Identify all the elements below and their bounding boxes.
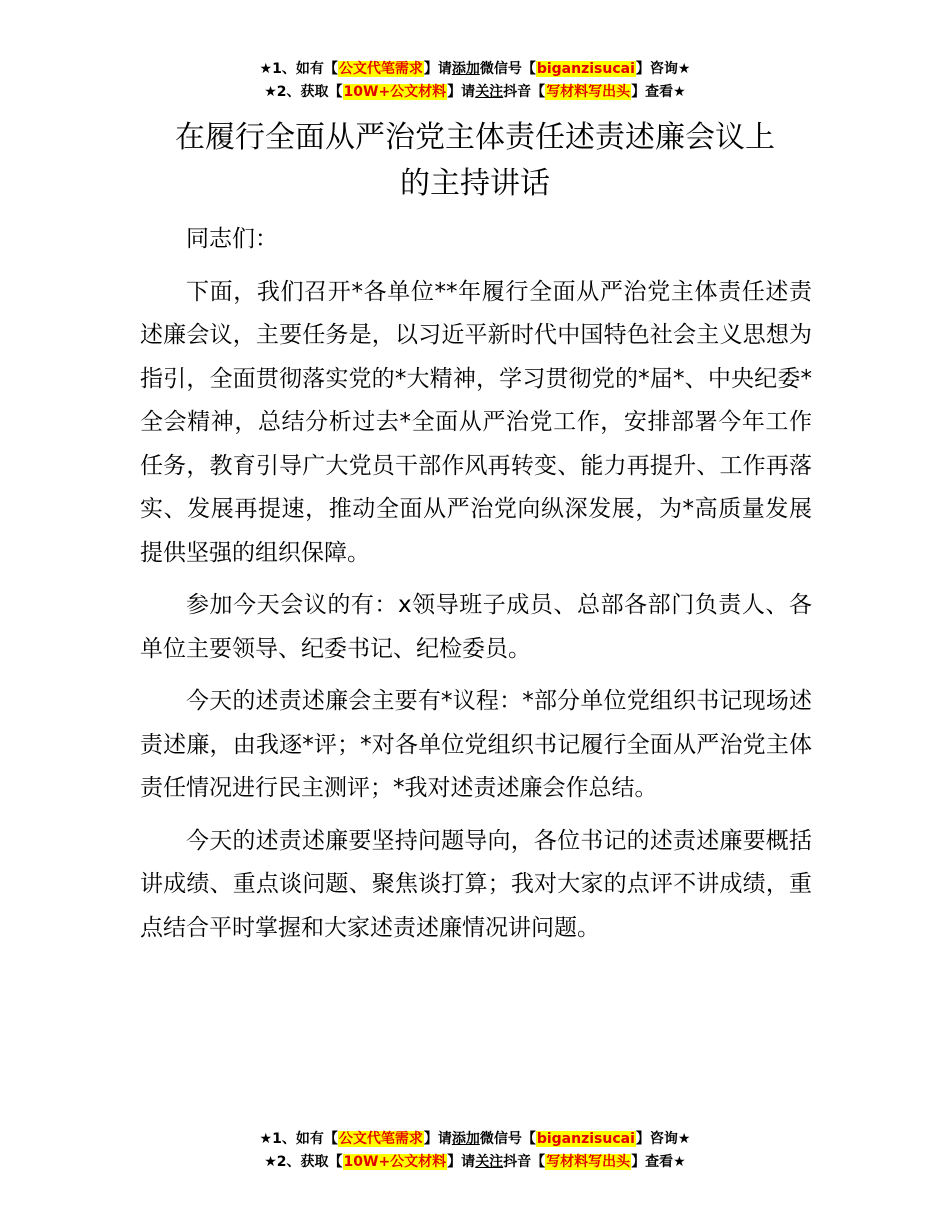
banner-text: 微信号【 — [479, 1131, 536, 1147]
banner-underline: 添加 — [451, 1131, 480, 1147]
banner-underline: 添加 — [451, 61, 480, 77]
banner-highlight: 写材料写出头 — [546, 84, 631, 100]
body-paragraph: 下面，我们召开*各单位**年履行全面从严治党主体责任述责述廉会议，主要任务是，以习近平新时代中国特色社会主义思想为指引，全面贯彻落实党的*大精神，学习贯彻党的*届*、中央纪委*全会精神，总结分析过去*全面从严治党工作，安排部署今年工作任务，教育引导广大党员干部作风再转变、能力再提升、工作再落实、发展再提速，推动全面从严治党向纵深发展，为*高质量发展提供坚强的组织保障。 — [140, 278, 812, 566]
header-banner — [0, 58, 950, 104]
header-banner-line-2 — [0, 81, 950, 104]
document-title — [120, 115, 830, 207]
document-body — [140, 218, 812, 959]
body-paragraph: 今天的述责述廉要坚持问题导向，各位书记的述责述廉要概括讲成绩、重点谈问题、聚焦谈打算；我对大家的点评不讲成绩，重点结合平时掌握和大家述责述廉情况讲问题。 — [140, 827, 812, 941]
banner-highlight: 10W+公文材料 — [343, 84, 447, 100]
banner-underline: 关注 — [475, 84, 504, 100]
banner-text: 】咨询★ — [635, 1131, 691, 1147]
footer-banner-line-2 — [0, 1151, 950, 1174]
body-paragraph: 今天的述责述廉会主要有*议程：*部分单位党组织书记现场述责述廉，由我逐*评；*对各单位党组织书记履行全面从严治党主体责任情况进行民主测评；*我对述责述廉会作总结。 — [140, 688, 812, 801]
banner-highlight: 公文代笔需求 — [338, 61, 423, 77]
footer-banner-line-1 — [0, 1128, 950, 1151]
banner-text: ★1、如有【 — [259, 61, 338, 77]
banner-text: ★2、获取【 — [264, 84, 343, 100]
banner-text: 微信号【 — [479, 61, 536, 77]
banner-text: 抖音【 — [503, 84, 546, 100]
banner-text: ★2、获取【 — [264, 1154, 343, 1170]
banner-highlight: 公文代笔需求 — [338, 1131, 423, 1147]
banner-text: 】请 — [423, 61, 452, 77]
banner-text: ★1、如有【 — [259, 1131, 338, 1147]
banner-text: 】请 — [423, 1131, 452, 1147]
banner-underline: 关注 — [475, 1154, 504, 1170]
title-line-2: 的主持讲话 — [400, 166, 550, 201]
banner-text: 】请 — [447, 84, 476, 100]
banner-text: 】查看★ — [631, 1154, 686, 1170]
banner-highlight: biganzisucai — [536, 1131, 635, 1147]
body-paragraph: 参加今天会议的有：x领导班子成员、总部各部门负责人、各单位主要领导、纪委书记、纪检委员。 — [140, 592, 812, 662]
salutation: 同志们： — [186, 226, 278, 252]
banner-text: 】查看★ — [631, 84, 686, 100]
header-banner-line-1 — [0, 58, 950, 81]
banner-highlight: biganzisucai — [536, 61, 635, 77]
footer-banner — [0, 1128, 950, 1174]
title-line-1: 在履行全面从严治党主体责任述责述廉会议上 — [175, 120, 775, 155]
banner-highlight: 写材料写出头 — [546, 1154, 631, 1170]
banner-highlight: 10W+公文材料 — [343, 1154, 447, 1170]
banner-text: 抖音【 — [503, 1154, 546, 1170]
banner-text: 】咨询★ — [635, 61, 691, 77]
banner-text: 】请 — [447, 1154, 476, 1170]
